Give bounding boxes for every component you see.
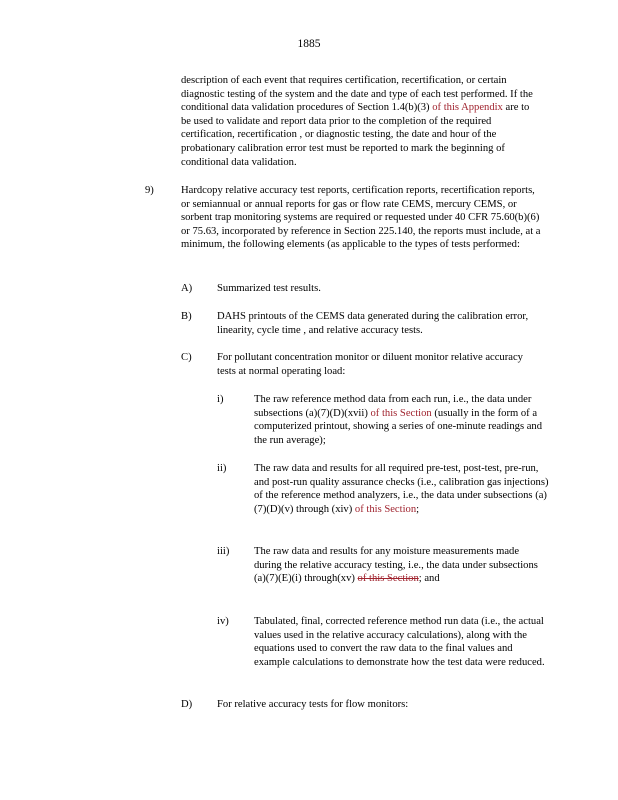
item-9-marker: 9) <box>145 185 154 196</box>
item-9-text: Hardcopy relative accuracy test reports, certification reports, recertification reports, or semiannual or annual reports for gas or flow rate CEMS, mercury CEMS, or sorbent trap monitoring systems are required or requested under 40 CFR 75.60(b)(6) or 75.63, incorporated by reference in Section 225.140, the reports must include, at a minimum, the following elements (as applicable to the types of tests performed: <box>181 185 541 251</box>
item-a-marker: A) <box>181 283 193 294</box>
item-c-marker: C) <box>181 352 192 363</box>
item-ii-text-start: The raw data and results for all required pre-test, post-test, pre-run, and post-run quality assurance checks (i.e., calibration gas injections) of the reference method analyzers, i.e., the data under subsections (a)(7)(D)(v) through (xiv) <box>254 463 549 515</box>
item-d-marker: D) <box>181 699 193 710</box>
item-i-red-text: of this Section <box>370 407 432 419</box>
item-iv-marker: iv) <box>217 616 229 627</box>
item-b-text: DAHS printouts of the CEMS data generated during the calibration error, linearity, cycle time , and relative accuracy tests. <box>217 311 529 336</box>
item-c-text: For pollutant concentration monitor or diluent monitor relative accuracy tests at normal operating load: <box>217 352 523 377</box>
item-ii-marker: ii) <box>217 463 227 474</box>
item-d-text: For relative accuracy tests for flow monitors: <box>217 699 409 710</box>
item-ii-red-text: of this Section <box>354 503 417 515</box>
item-i-marker: i) <box>217 394 224 405</box>
item-i-text <box>254 393 549 447</box>
item-iii-text <box>254 545 549 586</box>
item-iii-strike-text: of this Section <box>357 573 419 585</box>
item-i-text-end: (usually in the form of a computerized printout, showing a series of one-minute readings and the run average); <box>254 407 543 446</box>
item-b-marker: B) <box>181 311 192 322</box>
item-iii-text-end: ; and <box>418 573 440 585</box>
item-a-text: Summarized test results. <box>217 283 321 294</box>
item-ii-text <box>254 462 549 516</box>
item-i-text-start: The raw reference method data from each run, i.e., the data under subsections (a)(7)(D)(xvii) <box>254 394 532 419</box>
intro-paragraph <box>181 74 541 169</box>
intro-red-text: of this Appendix <box>432 102 503 114</box>
page-number: 1885 <box>297 38 321 50</box>
item-ii-text-end: ; <box>416 503 420 515</box>
item-iv-text: Tabulated, final, corrected reference method run data (i.e., the actual values used in the relative accuracy calculations), along with the equations used to convert the raw data to the final values and example calculations to demonstrate how the test data were reduced. <box>254 616 545 668</box>
intro-text: description of each event that requires certification, recertification, or certain diagnostic testing of the system and the date and type of each test performed. If the conditional data validation procedures of Section 1.4(b)(3) <box>181 75 533 114</box>
item-iii-marker: iii) <box>217 546 230 557</box>
intro-text-end: are to be used to validate and report data prior to the completion of the required certification, recertification , or diagnostic testing, the date and hour of the probationary calibration error test must be reported to mark the beginning of conditional data validation. <box>181 102 530 168</box>
item-iii-text-start: The raw data and results for any moisture measurements made during the relative accuracy testing, i.e., the data under subsections (a)(7)(E)(i) through(xv) <box>254 546 538 585</box>
